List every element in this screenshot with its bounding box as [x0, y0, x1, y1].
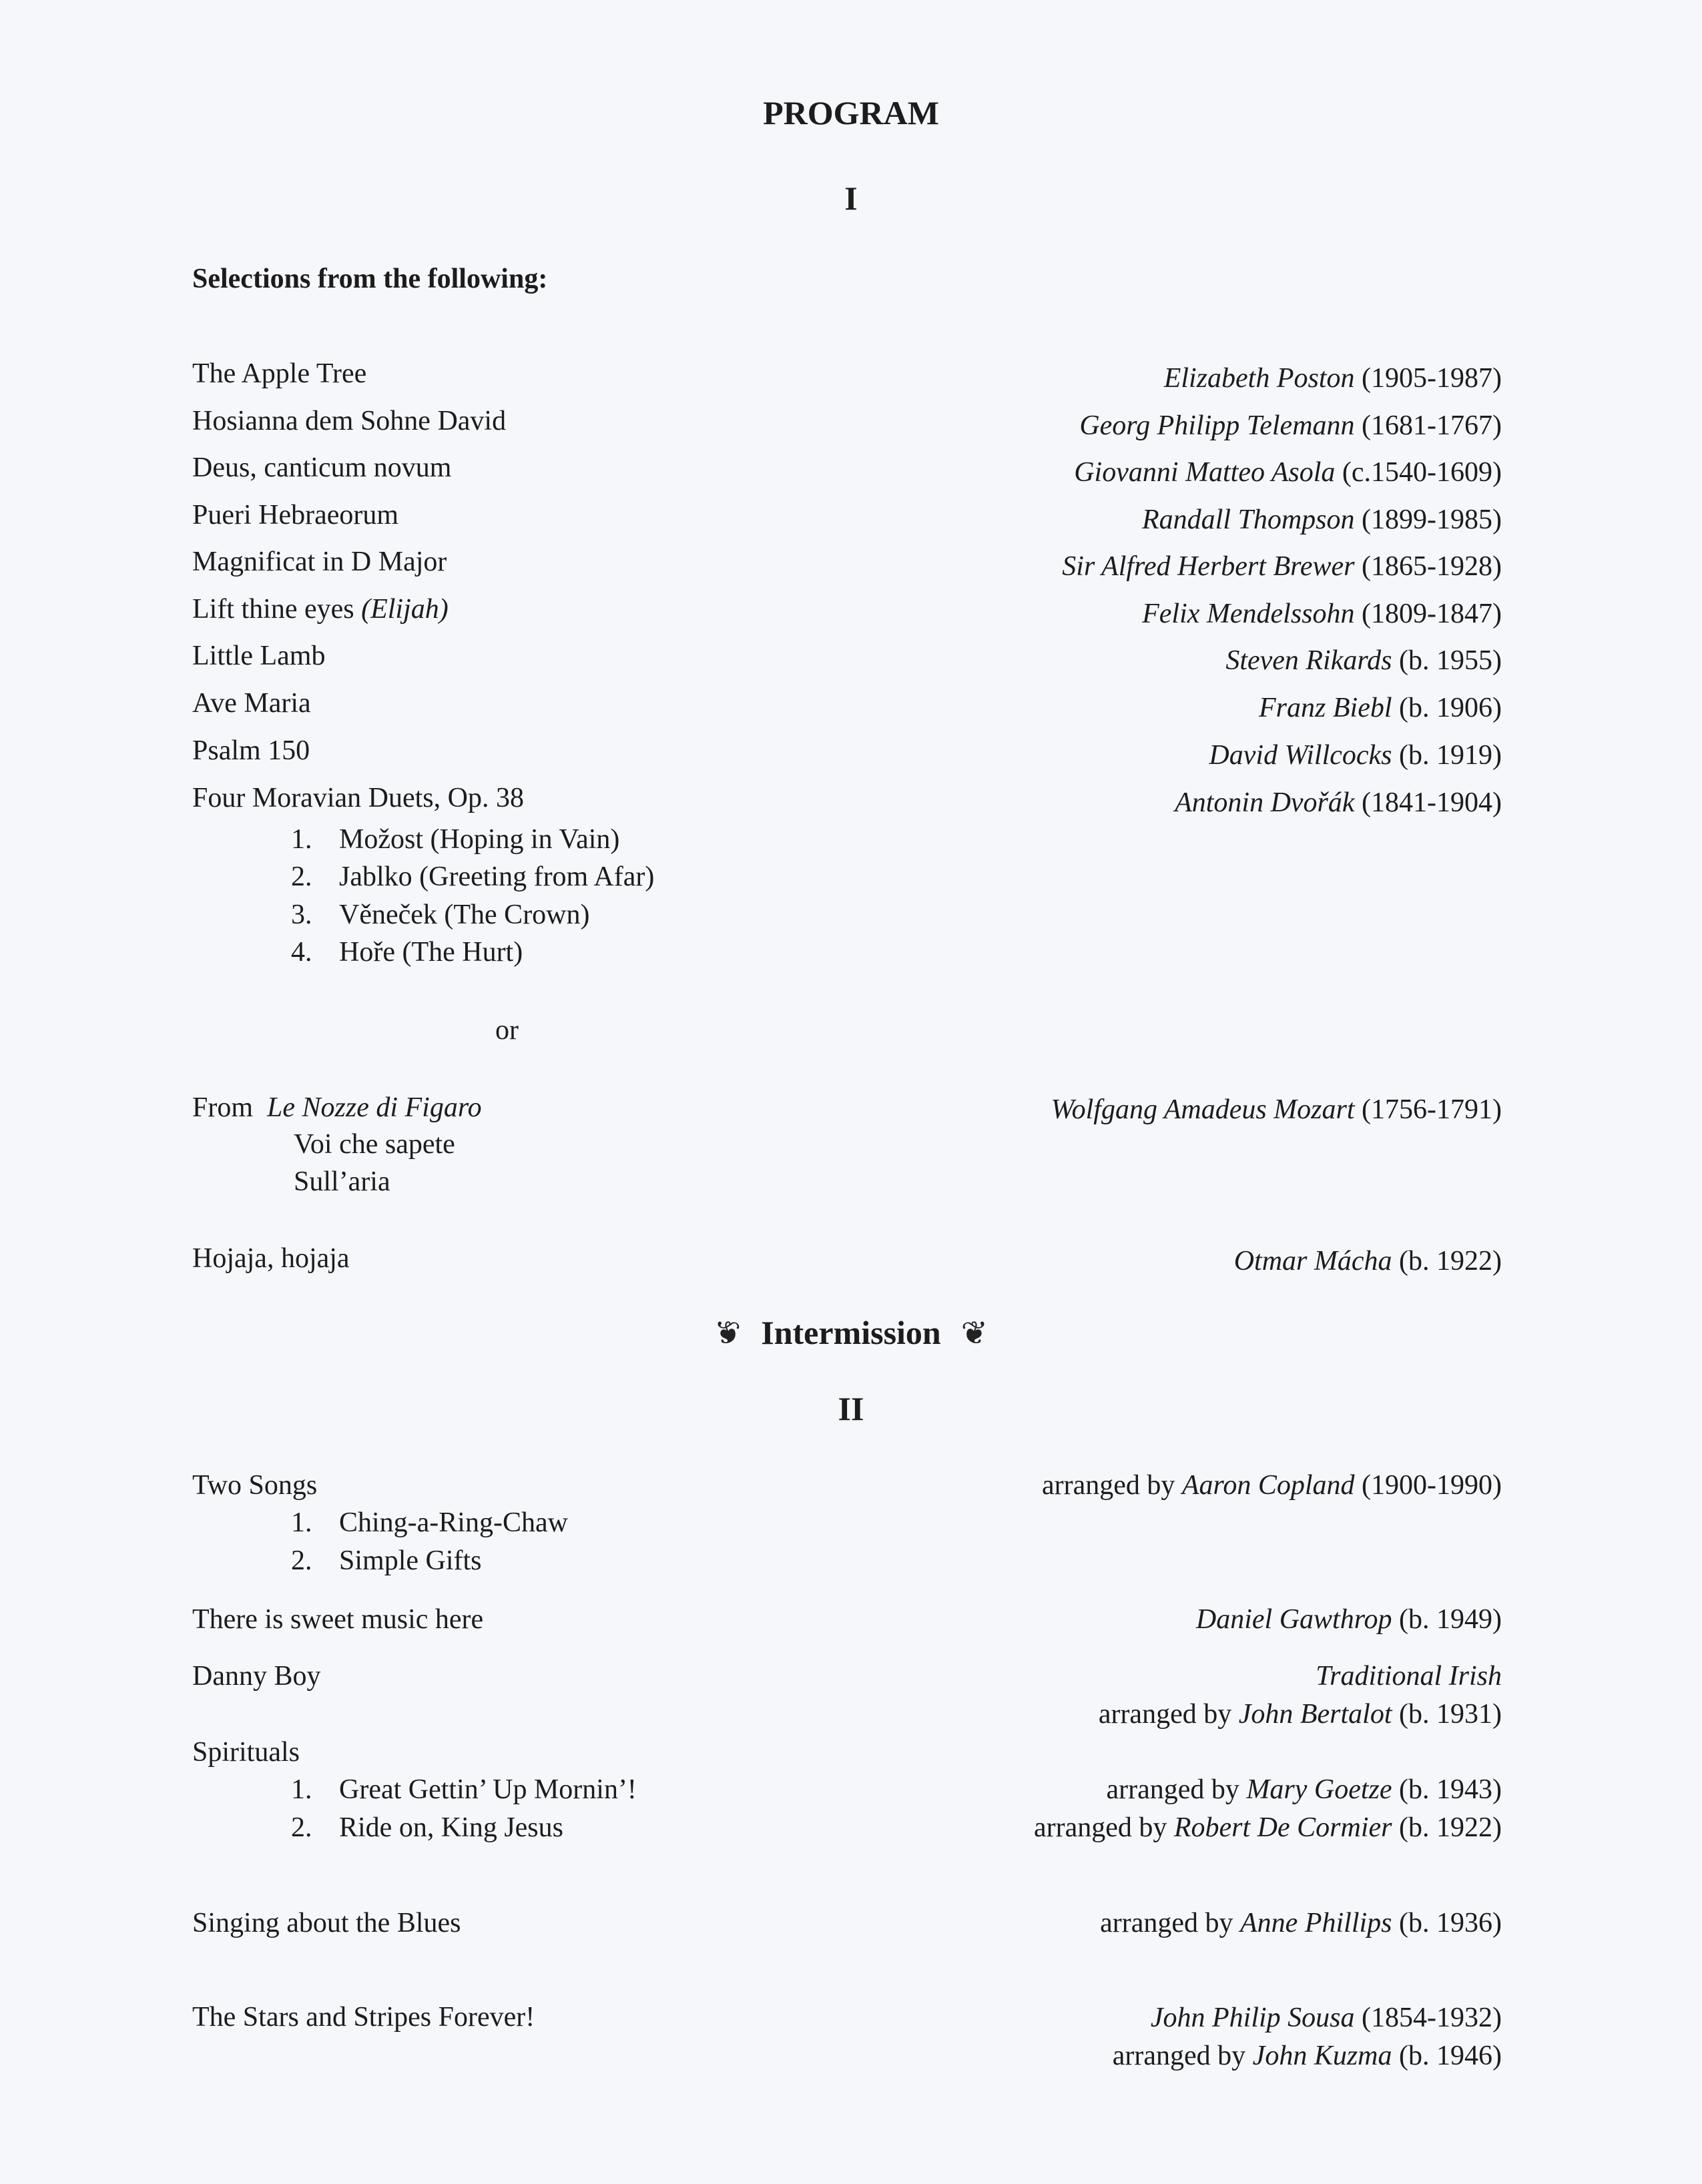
duet-item [291, 936, 523, 968]
composer-dates: (b. 1955) [1399, 645, 1502, 676]
arranged-by: arranged by [1106, 1774, 1239, 1805]
piece-composer [1142, 598, 1502, 630]
item-name: Ride on, King Jesus [339, 1812, 563, 1843]
piece-title-text: Lift thine eyes [192, 594, 354, 625]
song-item [291, 1507, 568, 1539]
piece-title [192, 593, 449, 625]
piece-composer [1142, 504, 1502, 536]
arranger-name: John Kuzma [1252, 2041, 1392, 2071]
composer-name: Antonin Dvořák [1175, 787, 1355, 818]
piece-composer [1074, 456, 1502, 488]
composer-name: Franz Biebl [1259, 693, 1392, 723]
arranger-name: Robert De Cormier [1173, 1812, 1392, 1843]
piece-composer [1175, 787, 1502, 819]
piece-title: Hosianna dem Sohne David [192, 406, 507, 436]
arranged-by: arranged by [1100, 1908, 1233, 1938]
program-heading: PROGRAM [763, 94, 939, 131]
composer-name: David Willcocks [1209, 740, 1392, 771]
or-label: or [495, 1015, 519, 1046]
item-name: Hoře (The Hurt) [339, 937, 523, 968]
piece-title: The Apple Tree [192, 358, 367, 389]
composer-name: Giovanni Matteo Asola [1074, 457, 1336, 488]
composer-name: Steven Rikards [1225, 645, 1392, 676]
composer-name: Otmar Mácha [1233, 1246, 1392, 1277]
intermission-line [0, 1313, 1702, 1352]
piece-title: Magnificat in D Major [192, 547, 447, 577]
piece-title: Four Moravian Duets, Op. 38 [192, 783, 524, 813]
piece-title: Danny Boy [192, 1661, 321, 1692]
arranger-dates: (b. 1946) [1399, 2041, 1502, 2071]
composer-dates: (b. 1922) [1399, 1246, 1502, 1277]
intermission-label: Intermission [761, 1314, 941, 1351]
piece-title: Ave Maria [192, 688, 311, 719]
item-number: 1. [291, 824, 312, 855]
arranged-by: arranged by [1098, 1699, 1232, 1730]
arranger-dates: (1900-1990) [1362, 1470, 1502, 1501]
piece-composer [1196, 1603, 1502, 1635]
song-item [291, 1545, 482, 1577]
piece-source: Traditional Irish [1316, 1661, 1502, 1692]
piece-composer [1225, 645, 1502, 677]
duet-item [291, 861, 654, 893]
item-number: 1. [291, 1507, 312, 1538]
item-name: Great Gettin’ Up Mornin’! [339, 1774, 637, 1805]
figaro-composer [1051, 1094, 1502, 1126]
figaro-title [192, 1092, 482, 1124]
composer-dates: (1899-1985) [1362, 504, 1502, 535]
figaro-aria: Sull’aria [294, 1166, 390, 1197]
piece-title: Hojaja, hojaja [192, 1243, 350, 1274]
composer-name: Elizabeth Poston [1163, 363, 1355, 394]
figaro-opera: Le Nozze di Figaro [267, 1092, 482, 1123]
piece-title: There is sweet music here [192, 1604, 484, 1635]
part-one-numeral: I [844, 179, 858, 217]
item-name: Ching-a-Ring-Chaw [339, 1507, 568, 1538]
item-name: Jablko (Greeting from Afar) [339, 861, 655, 892]
piece-arranger [1099, 1698, 1502, 1730]
composer-dates: (c.1540-1609) [1342, 457, 1502, 488]
arranger-name: Mary Goetze [1246, 1774, 1392, 1805]
spiritual-item [291, 1812, 563, 1844]
composer-dates: (b. 1919) [1399, 740, 1502, 771]
piece-arranger [1100, 1907, 1502, 1939]
item-number: 3. [291, 899, 312, 930]
left-fleuron-icon: ❦ [714, 1316, 742, 1351]
item-number: 2. [291, 861, 312, 892]
piece-arranger [1034, 1812, 1502, 1844]
piece-title-work: (Elijah) [361, 594, 449, 625]
item-number: 1. [291, 1774, 312, 1805]
piece-title: Deus, canticum novum [192, 452, 452, 483]
composer-name: Sir Alfred Herbert Brewer [1062, 551, 1355, 582]
arranger-dates: (b. 1922) [1399, 1812, 1502, 1843]
composer-dates: (1809-1847) [1362, 599, 1502, 629]
arranger-dates: (b. 1936) [1399, 1908, 1502, 1938]
piece-title: The Stars and Stripes Forever! [192, 2002, 535, 2033]
arranger-name: Aaron Copland [1181, 1470, 1355, 1501]
composer-name: Randall Thompson [1142, 504, 1355, 535]
figaro-aria: Voi che sapete [294, 1129, 455, 1160]
duet-item [291, 823, 619, 855]
selections-intro: Selections from the following: [192, 264, 548, 294]
item-number: 4. [291, 937, 312, 968]
figaro-prefix: From [192, 1092, 254, 1123]
composer-name: John Philip Sousa [1150, 2003, 1355, 2033]
item-name: Simple Gifts [339, 1545, 482, 1576]
arranged-by: arranged by [1033, 1812, 1167, 1843]
piece-composer [1079, 410, 1502, 442]
composer-dates: (1865-1928) [1362, 551, 1502, 582]
composer-dates: (1905-1987) [1362, 363, 1502, 394]
right-fleuron-icon: ❦ [960, 1316, 988, 1351]
piece-composer [1259, 692, 1502, 724]
piece-arranger [1107, 1774, 1502, 1806]
composer-dates: (1756-1791) [1362, 1094, 1502, 1125]
item-number: 2. [291, 1812, 312, 1843]
piece-composer [1164, 362, 1502, 394]
part-two-numeral: II [838, 1390, 864, 1427]
piece-title: Singing about the Blues [192, 1908, 461, 1938]
composer-name: Daniel Gawthrop [1195, 1604, 1392, 1635]
arranger-dates: (b. 1931) [1399, 1699, 1502, 1730]
composer-name: Felix Mendelssohn [1142, 599, 1355, 629]
composer-name: Wolfgang Amadeus Mozart [1051, 1094, 1355, 1125]
piece-title: Spirituals [192, 1737, 300, 1768]
arranger-dates: (b. 1943) [1399, 1774, 1502, 1805]
piece-composer [1209, 739, 1502, 771]
composer-dates: (1841-1904) [1362, 787, 1502, 818]
piece-title: Two Songs [192, 1470, 318, 1501]
item-name: Možost (Hoping in Vain) [339, 824, 620, 855]
composer-dates: (b. 1949) [1399, 1604, 1502, 1635]
piece-arranger [1042, 1469, 1502, 1501]
item-number: 2. [291, 1545, 312, 1576]
arranger-name: Anne Phillips [1240, 1908, 1392, 1938]
piece-title: Little Lamb [192, 641, 326, 671]
piece-composer [1151, 2002, 1502, 2034]
composer-dates: (1854-1932) [1362, 2003, 1502, 2033]
piece-composer [1234, 1245, 1502, 1277]
arranged-by: arranged by [1112, 2041, 1246, 2071]
piece-title: Psalm 150 [192, 735, 310, 766]
composer-dates: (b. 1906) [1399, 693, 1502, 723]
item-name: Věneček (The Crown) [339, 899, 590, 930]
piece-title: Pueri Hebraeorum [192, 500, 399, 530]
duet-item [291, 899, 590, 931]
arranged-by: arranged by [1042, 1470, 1175, 1501]
arranger-name: John Bertalot [1238, 1699, 1392, 1730]
composer-name: Georg Philipp Telemann [1079, 410, 1355, 441]
composer-dates: (1681-1767) [1362, 410, 1502, 441]
piece-composer [1062, 551, 1502, 583]
spiritual-item [291, 1774, 637, 1806]
piece-arranger [1113, 2040, 1502, 2072]
